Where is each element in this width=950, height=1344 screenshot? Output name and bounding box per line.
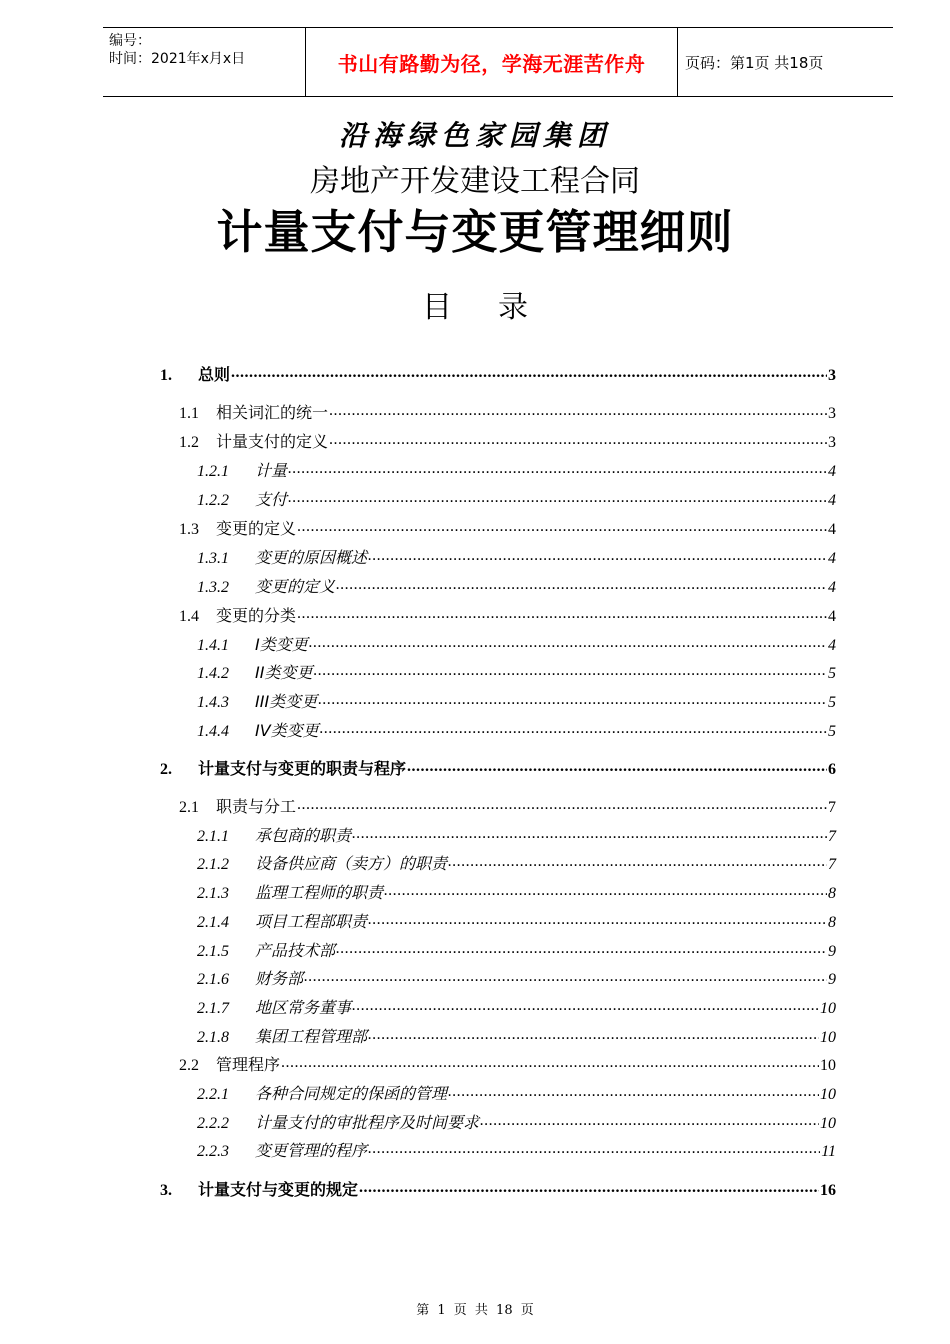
toc-entry-title: 承包商的职责 <box>255 826 352 845</box>
header-divider <box>677 28 678 96</box>
toc-entry[interactable] <box>197 1138 836 1161</box>
toc-entry-number: 2.1.8 <box>197 1029 229 1046</box>
toc-entry-page: 5 <box>828 694 836 711</box>
toc-entry-number: 1.2 <box>179 434 199 451</box>
toc-entry-title: IV类变更 <box>255 721 319 740</box>
toc-entry-title: 总则 <box>198 365 231 384</box>
toc-entry-number: 1.1 <box>179 405 199 422</box>
toc-entry-page: 8 <box>828 914 836 931</box>
toc-entry-page: 9 <box>828 971 836 988</box>
toc-leader-dots <box>336 576 827 592</box>
toc-leader-dots <box>297 605 827 621</box>
toc-entry[interactable] <box>197 851 836 874</box>
toc-entry-title: 计量支付与变更的规定 <box>198 1180 359 1199</box>
toc-entry-page: 4 <box>828 608 836 625</box>
toc-entry-page: 4 <box>828 521 836 538</box>
toc-entry-title: 计量 <box>255 461 288 480</box>
toc-leader-dots <box>368 1026 819 1042</box>
toc-entry-number: 2.1.6 <box>197 971 229 988</box>
toc-entry-page: 4 <box>828 492 836 509</box>
company-name: 沿海绿色家园集团 <box>338 119 611 152</box>
toc-entry-number: 1.3.2 <box>197 579 229 596</box>
toc-entry[interactable] <box>160 362 836 385</box>
toc-entry[interactable] <box>197 1110 836 1133</box>
header-motto: 书山有路勤为径，学海无涯苦作舟 <box>337 51 646 76</box>
toc-entry[interactable] <box>160 756 836 779</box>
serial-label: 编号： <box>109 33 151 49</box>
toc-entry-page: 10 <box>820 1029 836 1046</box>
toc-entry-page: 4 <box>828 579 836 596</box>
toc-entry-page: 10 <box>820 1057 836 1074</box>
toc-leader-dots <box>329 431 827 447</box>
toc-leader-dots <box>480 1112 819 1128</box>
toc-entry-number: 2.1.5 <box>197 943 229 960</box>
toc-entry-title: 管理程序 <box>216 1055 281 1074</box>
toc-leader-dots <box>368 911 827 927</box>
toc-entry-title: 设备供应商（卖方）的职责 <box>255 854 448 873</box>
toc-leader-dots <box>407 758 827 774</box>
contract-title: 房地产开发建设工程合同 <box>310 164 640 199</box>
toc-entry-title: 集团工程管理部 <box>255 1027 368 1046</box>
toc-entry-page: 7 <box>828 799 836 816</box>
toc-entry-page: 4 <box>828 550 836 567</box>
date-label: 时间：2021年x月x日 <box>109 51 246 67</box>
toc-leader-dots <box>313 662 827 678</box>
toc-entry[interactable] <box>197 718 836 741</box>
toc-entry-title: 职责与分工 <box>216 797 297 816</box>
toc-entry-number: 2.1.2 <box>197 856 229 873</box>
toc-entry[interactable] <box>179 794 836 817</box>
toc-entry-page: 10 <box>820 1086 836 1103</box>
toc-entry[interactable] <box>197 995 836 1018</box>
toc-entry-title: 财务部 <box>255 969 304 988</box>
toc-entry-number: 2.2.2 <box>197 1115 229 1132</box>
toc-entry[interactable] <box>197 689 836 712</box>
toc-entry-title: 相关词汇的统一 <box>216 403 329 422</box>
toc-entry-title: 地区常务董事 <box>255 998 352 1017</box>
toc-entry-number: 2.2.1 <box>197 1086 229 1103</box>
toc-leader-dots <box>281 1054 819 1070</box>
toc-leader-dots <box>448 853 827 869</box>
header-meta <box>103 28 303 96</box>
toc-entry-title: 监理工程师的职责 <box>255 883 384 902</box>
toc-entry[interactable] <box>197 632 836 655</box>
toc-entry-title: 项目工程部职责 <box>255 912 368 931</box>
toc-entry[interactable] <box>179 516 836 539</box>
toc-leader-dots <box>329 402 827 418</box>
toc-entry[interactable] <box>179 603 836 626</box>
toc-entry-title: 变更的原因概述 <box>255 548 368 567</box>
toc-entry[interactable] <box>197 938 836 961</box>
toc-entry-number: 2.2 <box>179 1057 199 1074</box>
toc-entry-page: 4 <box>828 637 836 654</box>
toc-entry-page: 3 <box>828 367 836 384</box>
toc-leader-dots <box>309 634 827 650</box>
toc-leader-dots <box>297 796 827 812</box>
toc-leader-dots <box>318 691 827 707</box>
toc-entry[interactable] <box>197 545 836 568</box>
toc-entry-number: 2.1 <box>179 799 199 816</box>
toc-entry-page: 10 <box>820 1000 836 1017</box>
toc-entry[interactable] <box>197 1081 836 1104</box>
toc-leader-dots <box>368 547 827 563</box>
toc-leader-dots <box>231 364 827 380</box>
page-footer: 第 1 页 共 18 页 <box>416 1303 534 1318</box>
toc-entry-title: 变更管理的程序 <box>255 1141 368 1160</box>
toc-entry-number: 1.2.2 <box>197 492 229 509</box>
toc-heading <box>0 282 950 326</box>
toc-entry-number: 2.1.3 <box>197 885 229 902</box>
toc-leader-dots <box>288 460 827 476</box>
toc-entry-number: 2. <box>160 761 172 778</box>
toc-entry-title: III类变更 <box>255 692 318 711</box>
toc-entry-number: 3. <box>160 1182 172 1199</box>
toc-entry-title: 计量支付的审批程序及时间要求 <box>255 1113 480 1132</box>
toc-entry[interactable] <box>197 574 836 597</box>
toc-entry[interactable] <box>197 1024 836 1047</box>
toc-entry-title: 计量支付与变更的职责与程序 <box>198 759 407 778</box>
toc-entry-title: 变更的定义 <box>216 519 297 538</box>
toc-leader-dots <box>304 968 827 984</box>
toc-leader-dots <box>368 1140 820 1156</box>
toc-entry-number: 1.4.1 <box>197 637 229 654</box>
toc-entry-page: 7 <box>828 828 836 845</box>
toc-leader-dots <box>359 1179 819 1195</box>
toc-entry[interactable] <box>179 429 836 452</box>
toc-entry-title: 支付 <box>255 490 288 509</box>
toc-entry[interactable] <box>197 909 836 932</box>
toc-entry-number: 1.4.2 <box>197 665 229 682</box>
toc-entry-page: 6 <box>828 761 836 778</box>
toc-leader-dots <box>448 1083 819 1099</box>
toc-entry-title: I类变更 <box>255 635 308 654</box>
toc-entry-number: 1.4.4 <box>197 723 229 740</box>
toc-entry[interactable] <box>197 660 836 683</box>
toc-entry-title: II类变更 <box>255 663 313 682</box>
toc-entry-page: 4 <box>828 463 836 480</box>
toc-entry[interactable] <box>179 1052 836 1075</box>
toc-entry[interactable] <box>179 400 836 423</box>
toc-entry-number: 1.4.3 <box>197 694 229 711</box>
toc-entry-title: 各种合同规定的保函的管理 <box>255 1084 448 1103</box>
toc-entry-page: 3 <box>828 434 836 451</box>
toc-entry-page: 5 <box>828 665 836 682</box>
toc-entry[interactable] <box>197 966 836 989</box>
toc-leader-dots <box>384 882 827 898</box>
toc-entry-number: 1.3 <box>179 521 199 538</box>
toc-leader-dots <box>352 825 827 841</box>
toc-entry-number: 2.1.7 <box>197 1000 229 1017</box>
toc-heading-char: 目 <box>422 290 452 325</box>
toc-entry-number: 2.1.4 <box>197 914 229 931</box>
toc-entry-title: 变更的定义 <box>255 577 336 596</box>
toc-entry-title: 变更的分类 <box>216 606 297 625</box>
toc-leader-dots <box>336 940 827 956</box>
toc-entry[interactable] <box>160 1177 836 1200</box>
toc-heading-char: 录 <box>498 290 528 325</box>
header-page-info: 页码：第1页 共18页 <box>685 53 824 72</box>
toc-entry[interactable] <box>197 487 836 510</box>
toc-entry-number: 2.1.1 <box>197 828 229 845</box>
toc-entry-page: 16 <box>820 1182 836 1199</box>
toc-entry-title: 产品技术部 <box>255 941 336 960</box>
toc-entry-title: 计量支付的定义 <box>216 432 329 451</box>
toc-entry-page: 8 <box>828 885 836 902</box>
toc-entry-number: 1. <box>160 367 172 384</box>
toc-entry-page: 11 <box>821 1143 836 1160</box>
toc-entry-page: 7 <box>828 856 836 873</box>
toc-entry[interactable] <box>197 880 836 903</box>
toc-entry[interactable] <box>197 823 836 846</box>
toc-entry-number: 1.2.1 <box>197 463 229 480</box>
document-header <box>103 27 893 97</box>
toc-entry-page: 10 <box>820 1115 836 1132</box>
toc-leader-dots <box>352 997 819 1013</box>
toc-entry-number: 1.4 <box>179 608 199 625</box>
toc-entry[interactable] <box>197 458 836 481</box>
toc-leader-dots <box>320 720 827 736</box>
main-title: 计量支付与变更管理细则 <box>216 205 734 259</box>
toc-entry-number: 1.3.1 <box>197 550 229 567</box>
toc-entry-number: 2.2.3 <box>197 1143 229 1160</box>
toc-entry-page: 5 <box>828 723 836 740</box>
toc-entry-page: 9 <box>828 943 836 960</box>
toc-leader-dots <box>288 489 827 505</box>
toc-leader-dots <box>297 518 827 534</box>
toc-entry-page: 3 <box>828 405 836 422</box>
